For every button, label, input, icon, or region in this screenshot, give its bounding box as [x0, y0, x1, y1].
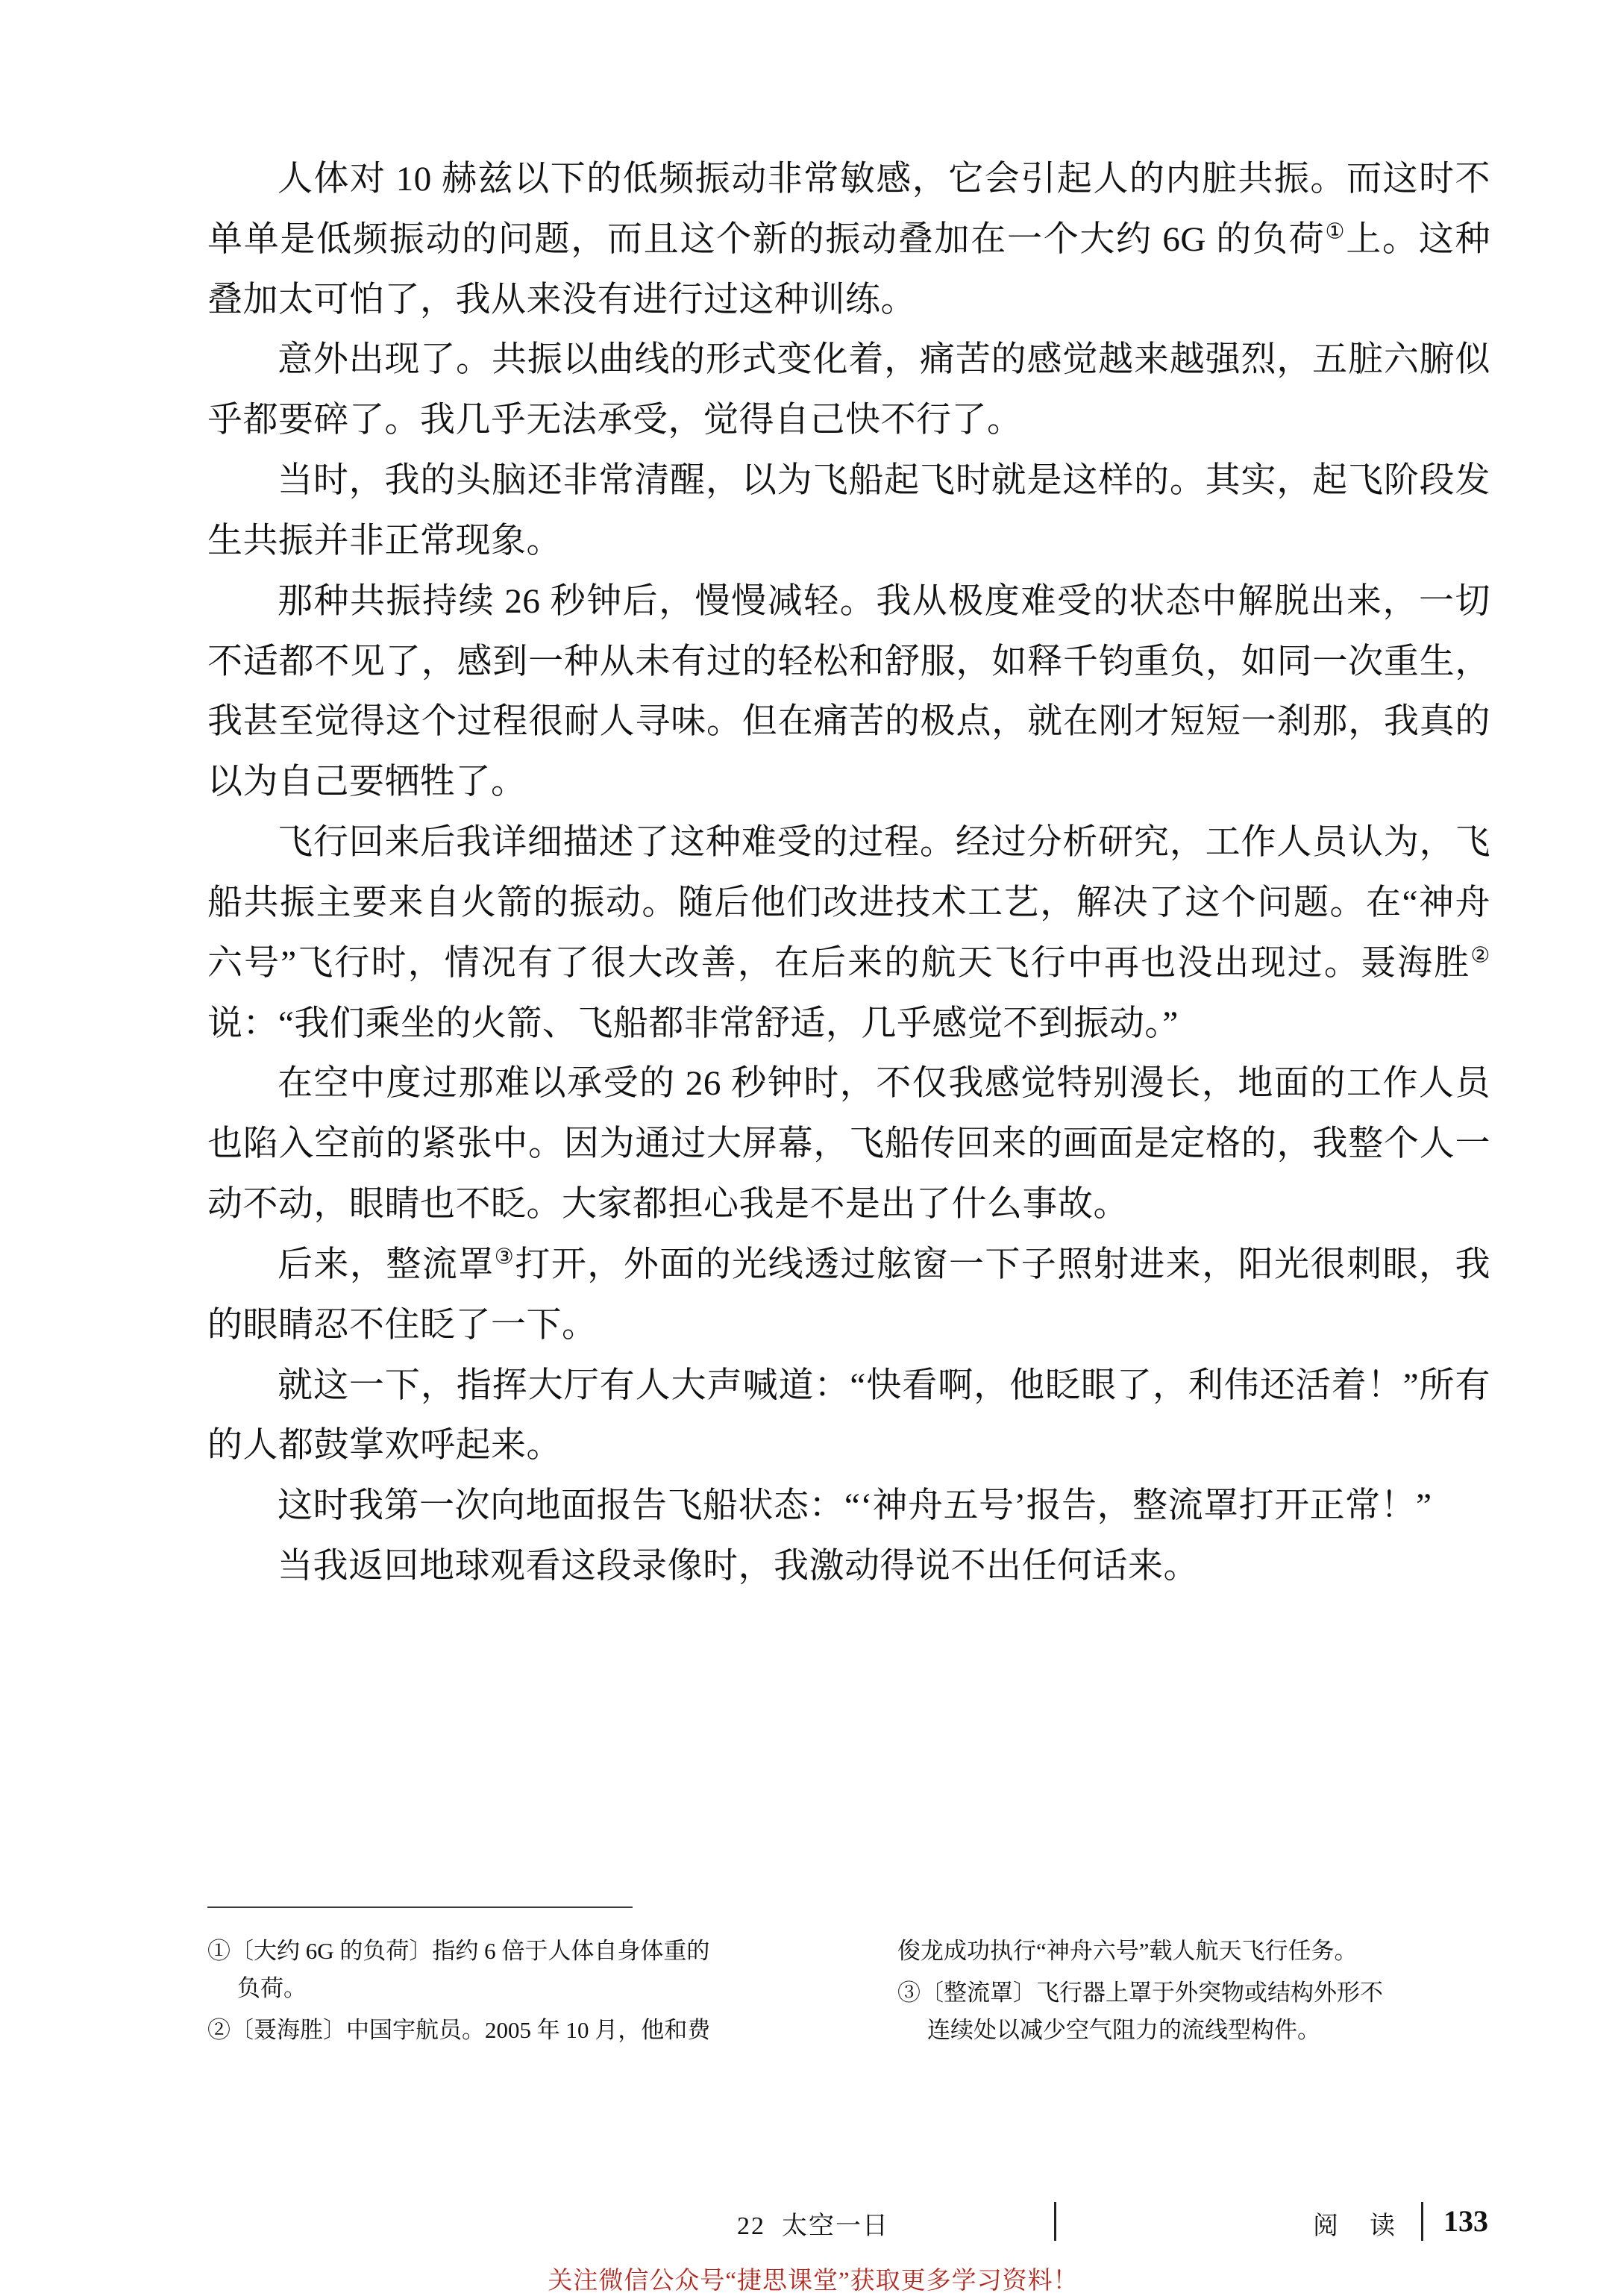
footnote-marker-1[interactable]: ①	[1325, 219, 1346, 244]
paragraph-1	[207, 149, 1490, 330]
footer-chapter-number: 22	[737, 2212, 765, 2240]
paragraph-2: 意外出现了。共振以曲线的形式变化着，痛苦的感觉越来越强烈，五脏六腑似乎都要碎了。我几乎无法承受，觉得自己快不行了。	[207, 340, 1490, 440]
footnote-3-line-1: ③〔整流罩〕飞行器上罩于外突物或结构外形不	[897, 1980, 1383, 2006]
footnote-3-line-2: 连续处以减少空气阻力的流线型构件。	[927, 2017, 1320, 2044]
paragraph-1-tail: 上。这种叠加太可怕了，我从来没有进行过这种训练。	[207, 219, 1490, 319]
footer-chapter	[737, 2205, 889, 2242]
paragraph-6: 在空中度过那难以承受的 26 秒钟时，不仅我感觉特别漫长，地面的工作人员也陷入空前的紧张中。因为通过大屏幕，飞船传回来的画面是定格的，我整个人一动不动，眼睛也不眨。大家都担心我是不是出了什么事故。	[207, 1064, 1490, 1224]
paragraph-5-part2: 说：“我们乘坐的火箭、飞船都非常舒适，几乎感觉不到振动。”	[207, 1004, 1179, 1043]
footnote-1-line-2: 负荷。	[237, 1975, 307, 2002]
footer-divider-left	[1054, 2202, 1056, 2241]
footnote-item	[897, 1933, 1490, 1970]
footer-divider-right	[1421, 2202, 1423, 2241]
footer-section-label: 阅 读	[1313, 2212, 1398, 2240]
footnote-item	[207, 1933, 800, 2007]
footnote-marker-3[interactable]: ③	[494, 1245, 515, 1269]
page-footer	[0, 2205, 1621, 2257]
page-body	[207, 149, 1490, 1597]
footnote-column-left	[207, 1933, 800, 2054]
footnote-item	[207, 2012, 800, 2049]
footnote-item	[897, 1974, 1490, 2049]
footnote-2-continuation: 俊龙成功执行“神舟六号”载人航天飞行任务。	[897, 1938, 1358, 1964]
paragraph-1-text: 人体对 10 赫兹以下的低频振动非常敏感，它会引起人的内脏共振。而这时不单单是低频振动的问题，而且这个新的振动叠加在一个大约 6G 的负荷	[207, 160, 1490, 259]
paragraph-5	[207, 813, 1490, 1054]
paragraph-7-part2: 打开，外面的光线透过舷窗一下子照射进来，阳光很刺眼，我的眼睛忍不住眨了一下。	[207, 1245, 1490, 1345]
footnote-area	[207, 1933, 1490, 2054]
footnote-marker-2[interactable]: ②	[1470, 943, 1490, 968]
promo-banner: 关注微信公众号“捷思课堂”获取更多学习资料！	[548, 2268, 1079, 2295]
footer-chapter-title: 太空一日	[782, 2212, 889, 2240]
paragraph-9: 这时我第一次向地面报告飞船状态：“‘神舟五号’报告，整流罩打开正常！”	[278, 1486, 1432, 1526]
paragraph-3: 当时，我的头脑还非常清醒，以为飞船起飞时就是这样的。其实，起飞阶段发生共振并非正常现象。	[207, 461, 1490, 560]
page-number: 133	[1443, 2204, 1488, 2238]
footnote-column-right	[897, 1933, 1490, 2054]
paragraph-8: 就这一下，指挥大厅有人大声喊道：“快看啊，他眨眼了，利伟还活着！”所有的人都鼓掌欢呼起来。	[207, 1366, 1490, 1466]
footnote-divider	[207, 1906, 633, 1908]
footnote-2-line-1: ②〔聂海胜〕中国宇航员。2005 年 10 月，他和费	[207, 2017, 711, 2044]
paragraph-10: 当我返回地球观看这段录像时，我激动得说不出任何话来。	[278, 1547, 1199, 1586]
paragraph-7	[207, 1235, 1490, 1356]
paragraph-4: 那种共振持续 26 秒钟后，慢慢减轻。我从极度难受的状态中解脱出来，一切不适都不见了，感到一种从未有过的轻松和舒服，如释千钧重负，如同一次重生，我甚至觉得这个过程很耐人寻味。但在痛苦的极点，就在刚才短短一刹那，我真的以为自己要牺牲了。	[207, 581, 1490, 802]
paragraph-7-part1: 后来，整流罩	[278, 1245, 495, 1284]
footnote-1-line-1: ①〔大约 6G 的负荷〕指约 6 倍于人体自身体重的	[207, 1938, 710, 1964]
paragraph-5-part1: 飞行回来后我详细描述了这种难受的过程。经过分析研究，工作人员认为，飞船共振主要来自火箭的振动。随后他们改进技术工艺，解决了这个问题。在“神舟六号”飞行时，情况有了很大改善，在后来的航天飞行中再也没出现过。聂海胜	[207, 823, 1490, 983]
